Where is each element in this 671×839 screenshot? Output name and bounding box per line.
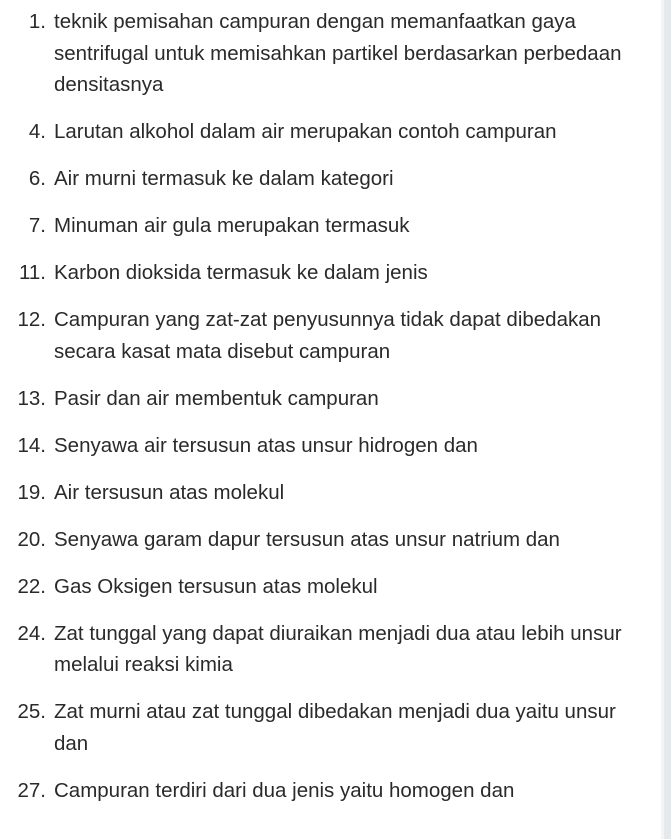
clue-text: Air murni termasuk ke dalam kategori [54,167,394,190]
list-item [0,477,661,509]
list-item [0,775,661,807]
clue-text: Air tersusun atas molekul [54,480,285,504]
clue-number: 12. [17,308,46,331]
clue-number: 19. [17,480,46,504]
clue-text: Pasir dan air membentuk campuran [54,386,379,410]
clue-number: 4. [28,120,46,143]
clue-text: Senyawa garam dapur tersusun atas unsur natrium dan [54,527,560,551]
list-item [0,210,661,242]
clue-number: 1. [28,10,46,33]
clue-text: Zat tunggal yang dapat diuraikan menjadi dua atau lebih unsur melalui reaksi kimia [54,621,622,676]
clue-number: 24. [17,621,46,645]
list-item [0,6,661,101]
clue-text: Campuran terdiri dari dua jenis yaitu homogen dan [54,778,515,802]
right-edge-highlight [661,0,664,839]
clue-text: Larutan alkohol dalam air merupakan contoh campuran [54,120,557,143]
clue-number: 13. [17,386,46,410]
list-item [0,257,661,289]
list-item [0,116,661,148]
clue-number: 22. [17,574,46,598]
clue-text: Minuman air gula merupakan termasuk [54,214,410,237]
clue-list [0,6,661,822]
clue-text: Campuran yang zat-zat penyusunnya tidak dapat dibedakan secara kasat mata disebut campuran [54,308,602,363]
list-item [0,304,661,367]
clue-number: 11. [19,261,46,284]
list-item [0,383,661,415]
list-item [0,618,661,681]
clue-number: 27. [17,778,46,802]
clue-text: teknik pemisahan campuran dengan memanfaatkan gaya sentrifugal untuk memisahkan partikel berdasarkan perbedaan densitasnya [54,10,622,96]
clue-number: 6. [28,167,46,190]
clue-number: 25. [17,700,46,723]
clue-text: Zat murni atau zat tunggal dibedakan menjadi dua yaitu unsur dan [54,700,616,755]
list-item [0,571,661,603]
list-item [0,524,661,556]
clue-number: 14. [17,433,46,457]
clue-text: Senyawa air tersusun atas unsur hidrogen dan [54,433,478,457]
clue-text: Gas Oksigen tersusun atas molekul [54,574,378,598]
clue-number: 7. [28,214,46,237]
clue-text: Karbon dioksida termasuk ke dalam jenis [54,261,428,284]
list-item [0,696,661,759]
clue-number: 20. [17,527,46,551]
list-item [0,430,661,462]
list-item [0,163,661,195]
